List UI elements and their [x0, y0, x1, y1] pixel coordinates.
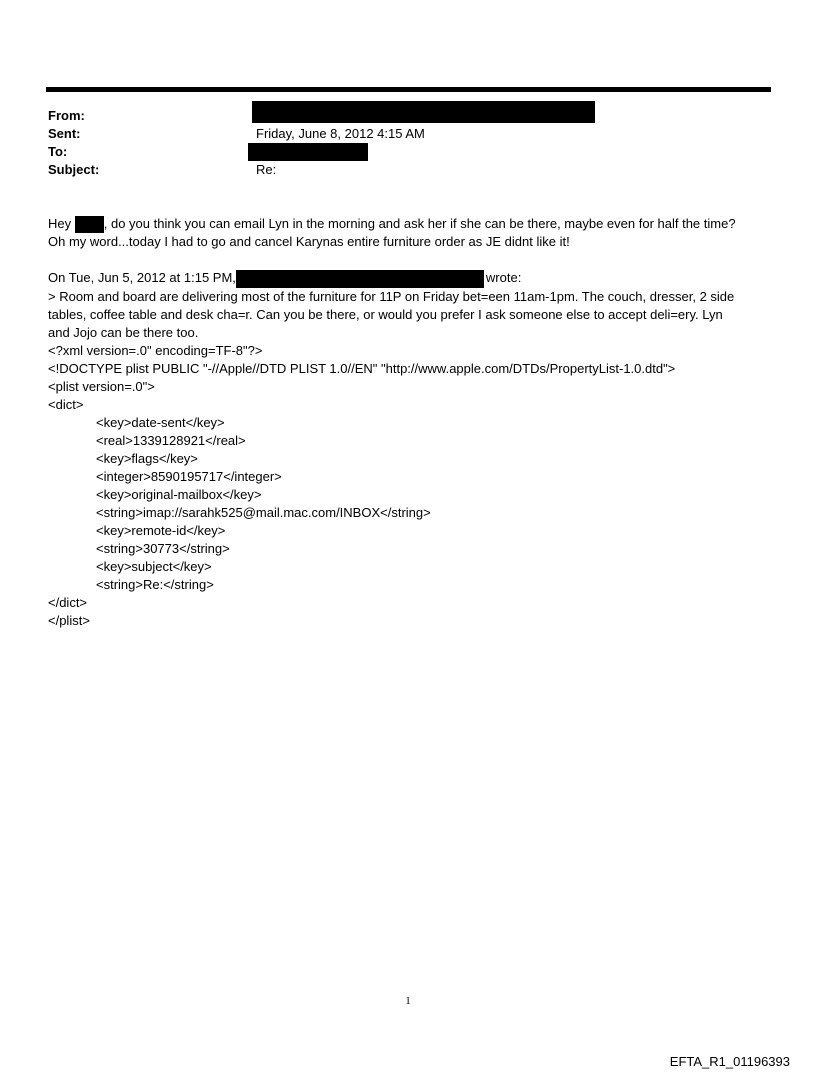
to-label: To:	[48, 144, 68, 159]
redaction-block	[248, 143, 368, 161]
quote-intro-start: On Tue, Jun 5, 2012 at 1:15 PM,	[48, 270, 236, 286]
dict-entry: <string>imap://sarahk525@mail.mac.com/INBOX</string>	[96, 504, 431, 520]
to-value	[256, 143, 376, 162]
subject-label: Subject:	[48, 162, 100, 177]
xml-declaration: <?xml version=.0" encoding=TF-8"?>	[48, 342, 263, 358]
from-label: From:	[48, 108, 85, 123]
redaction-block	[75, 216, 104, 233]
dict-entry: <key>subject</key>	[96, 558, 212, 574]
dict-entry: <key>original-mailbox</key>	[96, 486, 262, 502]
email-body	[48, 215, 768, 630]
page-number: 1	[405, 995, 411, 1007]
sent-value: Friday, June 8, 2012 4:15 AM	[256, 126, 425, 141]
dict-entry: <key>remote-id</key>	[96, 522, 226, 538]
subject-value: Re:	[256, 162, 277, 177]
redaction-block	[252, 101, 595, 123]
quoted-line: tables, coffee table and desk cha=r. Can you be there, or would you prefer I ask someone else to accept deli=ery. Lyn	[48, 306, 723, 322]
quote-intro-end: wrote:	[485, 270, 522, 286]
dict-entry: <real>1339128921</real>	[96, 432, 246, 448]
dict-entry: <integer>8590195717</integer>	[96, 468, 282, 484]
greeting-rest: , do you think you can email Lyn in the morning and ask her if she can be there, maybe even for half the time?	[103, 216, 736, 231]
header-rule	[46, 87, 771, 92]
dict-entry: <string>30773</string>	[96, 540, 230, 556]
doctype-line: <!DOCTYPE plist PUBLIC "-//Apple//DTD PLIST 1.0//EN" "http://www.apple.com/DTDs/PropertyList-1.0.dtd">	[48, 360, 676, 376]
quoted-line: > Room and board are delivering most of the furniture for 11P on Friday bet=een 11am-1pm. The couch, dresser, 2 side	[48, 288, 735, 304]
dict-open: <dict>	[48, 396, 84, 412]
quote-intro	[48, 269, 768, 288]
dict-entry: <string>Re:</string>	[96, 576, 214, 592]
redaction-block	[236, 270, 484, 288]
plist-open: <plist version=.0">	[48, 378, 155, 394]
dict-entry: <key>date-sent</key>	[96, 414, 225, 430]
greeting-line	[48, 215, 768, 233]
body-line: Oh my word...today I had to go and cancel Karynas entire furniture order as JE didnt like it!	[48, 234, 570, 250]
sent-label: Sent:	[48, 126, 81, 141]
quoted-line: and Jojo can be there too.	[48, 324, 199, 340]
greeting-start: Hey	[48, 216, 75, 231]
dict-entry: <key>flags</key>	[96, 450, 198, 466]
plist-close: </plist>	[48, 612, 90, 628]
document-id: EFTA_R1_01196393	[669, 1054, 790, 1069]
dict-close: </dict>	[48, 594, 88, 610]
